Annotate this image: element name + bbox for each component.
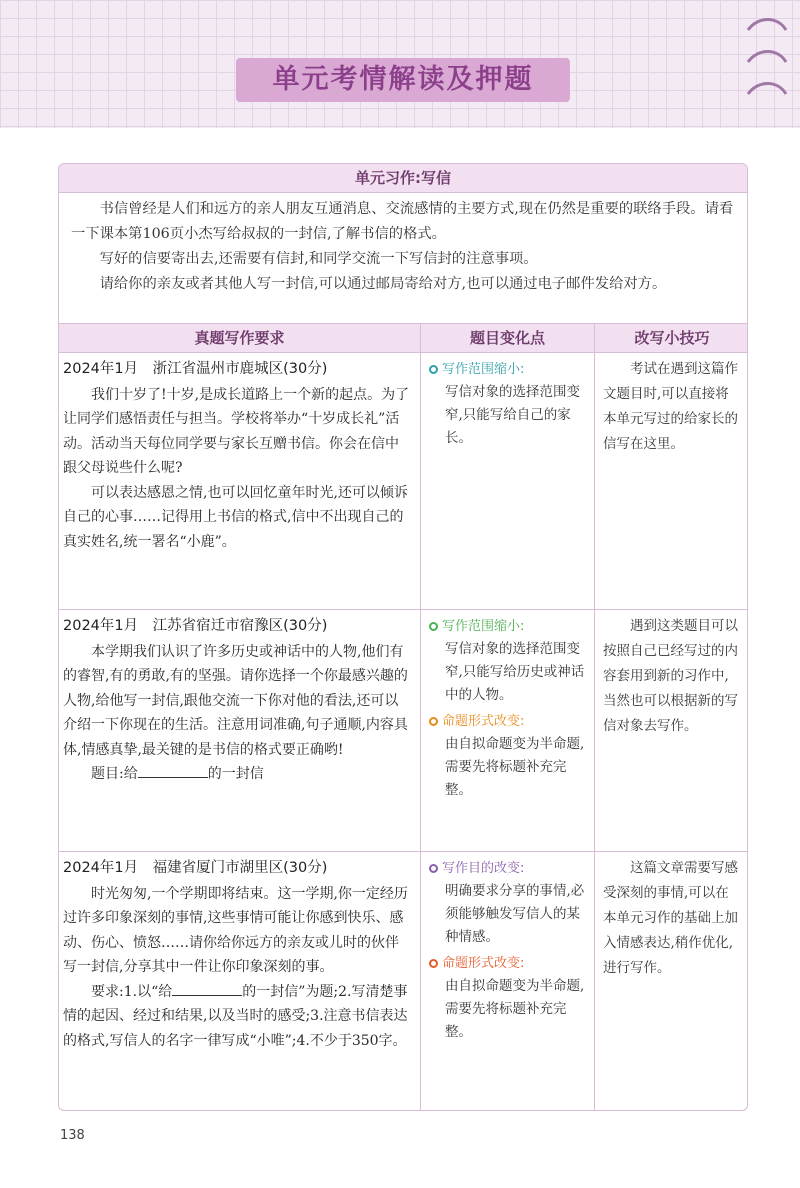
requirement-cell bbox=[59, 852, 421, 1110]
table-row bbox=[59, 610, 748, 852]
change-body: 写信对象的选择范围变窄,只能写给自己的家长。 bbox=[445, 384, 580, 446]
column-header: 题目变化点 bbox=[421, 324, 595, 352]
requirement-paragraph: 时光匆匆,一个学期即将结束。这一学期,你一定经历过许多印象深刻的事情,这些事情可能让你感到快乐、感动、伤心、愤怒……请你给你远方的亲友或儿时的伙伴写一封信,分享其中一件让你印象深刻的事。 bbox=[63, 885, 408, 975]
tip-cell bbox=[595, 353, 748, 609]
exam-source: 2024年1月 江苏省宿迁市宿豫区(30分) bbox=[63, 618, 328, 634]
change-body: 由自拟命题变为半命题,需要先将标题补充完整。 bbox=[445, 736, 585, 798]
change-label: 命题形式改变: bbox=[429, 953, 586, 975]
circle-bullet-icon bbox=[429, 959, 438, 968]
intro-paragraph: 写好的信要寄出去,还需要有信封,和同学交流一下写信封的注意事项。 bbox=[99, 251, 538, 267]
unit-card bbox=[58, 163, 748, 1111]
circle-bullet-icon bbox=[429, 864, 438, 873]
exam-source: 2024年1月 福建省厦门市湖里区(30分) bbox=[63, 860, 328, 876]
change-label: 命题形式改变: bbox=[429, 711, 586, 733]
circle-bullet-icon bbox=[429, 622, 438, 631]
binder-rings-icon bbox=[742, 10, 792, 110]
change-label: 写作范围缩小: bbox=[429, 616, 586, 638]
requirement-paragraph: 可以表达感恩之情,也可以回忆童年时光,还可以倾诉自己的心事……记得用上书信的格式,信中不出现自己的真实姓名,统一署名“小鹿”。 bbox=[63, 484, 408, 550]
page-number: 138 bbox=[60, 1128, 85, 1143]
requirement-paragraph: 本学期我们认识了许多历史或神话中的人物,他们有的睿智,有的勇敢,有的坚强。请你选择一个你最感兴趣的人物,给他写一封信,跟他交流一下你对他的看法,还可以介绍一下你现在的生活。注意用词准确,句子通顺,内容具体,情感真挚,最关键的是书信的格式要正确哟! bbox=[63, 643, 408, 758]
intro-paragraph: 书信曾经是人们和远方的亲人朋友互通消息、交流感情的主要方式,现在仍然是重要的联络手段。请看一下课本第106页小杰写给叔叔的一封信,了解书信的格式。 bbox=[71, 201, 734, 242]
tip-text: 考试在遇到这篇作文题目时,可以直接将本单元写过的给家长的信写在这里。 bbox=[603, 361, 738, 452]
table-row bbox=[59, 852, 748, 1110]
tip-text: 这篇文章需要写感受深刻的事情,可以在本单元习作的基础上加入情感表达,稍作优化,进行写作。 bbox=[603, 860, 738, 976]
unit-header: 单元习作:写信 bbox=[59, 164, 747, 193]
page-title: 单元考情解读及押题 bbox=[272, 64, 534, 95]
table-header-row bbox=[59, 323, 748, 353]
intro-paragraph: 请给你的亲友或者其他人写一封信,可以通过邮局寄给对方,也可以通过电子邮件发给对方。 bbox=[99, 276, 667, 292]
exam-table bbox=[59, 323, 748, 1110]
exam-source: 2024年1月 浙江省温州市鹿城区(30分) bbox=[63, 361, 328, 377]
fill-blank bbox=[172, 982, 242, 996]
table-row bbox=[59, 353, 748, 610]
unit-intro bbox=[59, 193, 747, 303]
change-body: 明确要求分享的事情,必须能够触发写信人的某种情感。 bbox=[445, 883, 585, 945]
requirement-cell bbox=[59, 610, 421, 851]
circle-bullet-icon bbox=[429, 365, 438, 374]
column-header: 改写小技巧 bbox=[595, 324, 748, 352]
change-label: 写作目的改变: bbox=[429, 858, 586, 880]
change-cell bbox=[421, 610, 595, 851]
change-cell bbox=[421, 353, 595, 609]
circle-bullet-icon bbox=[429, 717, 438, 726]
requirement-paragraph: 我们十岁了!十岁,是成长道路上一个新的起点。为了让同学们感悟责任与担当。学校将举办“十岁成长礼”活动。活动当天每位同学要与家长互赠书信。你会在信中跟父母说些什么呢? bbox=[63, 386, 410, 476]
column-header: 真题写作要求 bbox=[59, 324, 421, 352]
tip-cell bbox=[595, 610, 748, 851]
tip-text: 遇到这类题目可以按照自己已经写过的内容套用到新的习作中,当然也可以根据新的写信对象去写作。 bbox=[603, 618, 738, 734]
change-label: 写作范围缩小: bbox=[429, 359, 586, 381]
change-body: 由自拟命题变为半命题,需要先将标题补充完整。 bbox=[445, 978, 585, 1040]
change-body: 写信对象的选择范围变窄,只能写给历史或神话中的人物。 bbox=[445, 641, 585, 703]
requirements-line: 要求:1.以“给 的一封信”为题;2.写清楚事情的起因、经过和结果,以及当时的感受;3.注意书信表达的格式,写信人的名字一律写成“小唯”;4.不少于350字。 bbox=[63, 983, 408, 1049]
fill-blank bbox=[138, 764, 208, 778]
requirement-cell bbox=[59, 353, 421, 609]
change-cell bbox=[421, 852, 595, 1110]
topic-line: 题目:给 的一封信 bbox=[91, 766, 264, 782]
tip-cell bbox=[595, 852, 748, 1110]
